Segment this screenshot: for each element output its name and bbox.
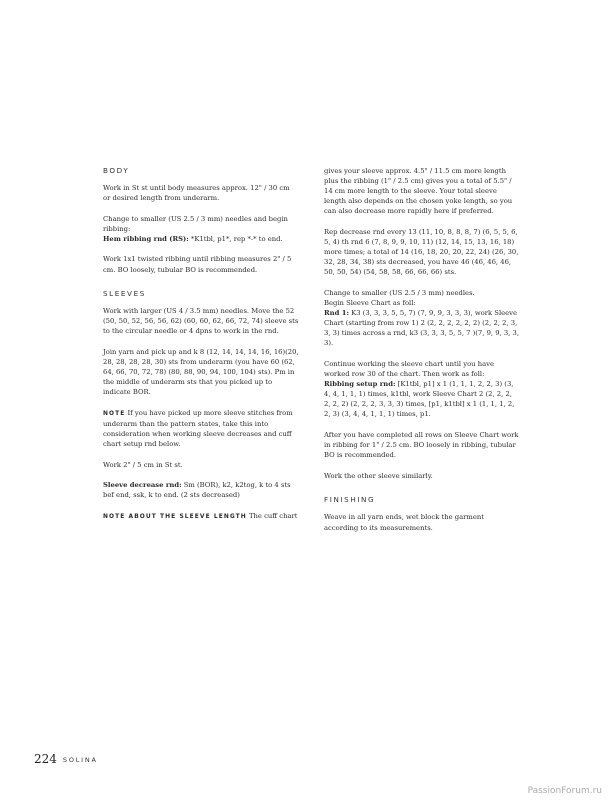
sleeves-paragraph-3: Work 2" / 5 cm in St st. [103,460,183,469]
body-paragraph-2-text: Change to smaller (US 2.5 / 3 mm) needles and begin ribbing: [103,214,288,233]
rnd1-label: Rnd 1: [324,309,349,318]
sleeve-length-note-label: NOTE ABOUT THE SLEEVE LENGTH [103,514,247,521]
begin-chart-line: Begin Sleeve Chart as foll: [324,299,416,308]
needle-change-line: Change to smaller (US 2.5 / 3 mm) needles. [324,288,475,297]
sleeve-decrease-paragraph [103,480,299,500]
ribbing-setup-text: [K1tbl, p1] x 1 (1, 1, 1, 2, 2, 3) (3, 4, 4, 1, 1, 1) times, k1tbl, work Sleeve Chart 2 (2, 2, 2, 2, 2, 2) (2, 2, 2, 3, 3, 3) times, [p1, k1tbl] x 1 (1, 1, 1, 2, 2, 3) (3, 4, 4, 1, 1, 1) times, p1. [324,380,515,419]
hem-ribbing-text: *K1tbl, p1*, rep *-* to end. [188,234,283,243]
body-paragraph-1: Work in St st until body measures approx. 12" / 30 cm or desired length from underarm. [103,184,290,203]
sleeves-heading: SLEEVES [103,289,146,299]
right-column [324,166,520,543]
sleeve-length-note-text: The cuff chart [246,512,298,521]
rnd1-text: K3 (3, 3, 3, 5, 5, 7) (7, 9, 9, 3, 3, 3), work Sleeve Chart (starting from row 1) 2 (2, 2, 2, 2, 2, 2) (2, 2, 2, 3, 3, 3) times across a rnd, k3 (3, 3, 3, 5, 5, 7 )(7, 9, 9, 3, 3, 3). [324,309,519,348]
note-text: If you have picked up more sleeve stitches from underarm than the pattern states, take this into consideration when working sleeve decreases and cuff chart setup rnd below. [103,408,293,449]
other-sleeve-paragraph: Work the other sleeve similarly. [324,471,433,480]
finishing-heading: FINISHING [324,495,376,505]
note-label: NOTE [103,410,126,417]
after-chart-paragraph: After you have completed all rows on Sleeve Chart work in ribbing for 1" / 2.5 cm. BO loosely in ribbing, tubular BO is recommended. [324,431,519,460]
ribbing-setup-label: Ribbing setup rnd: [324,380,396,389]
body-heading: BODY [103,166,130,175]
continue-chart-text: Continue working the sleeve chart until you have worked row 30 of the chart. Then work as foll: [324,360,495,379]
page-footer [34,748,98,767]
sleeves-paragraph-1: Work with larger (US 4 / 3.5 mm) needles. Move the 52 (50, 50, 52, 56, 56, 62) (60, 60, 62, 66, 72, 74) sleeve sts to the circular needle or 4 dpns to work in the rnd. [103,307,299,336]
book-title: SOLINA [62,756,98,764]
left-column [103,166,299,533]
sleeve-chart-paragraph [324,288,520,349]
note-paragraph [103,408,299,449]
body-paragraph-3: Work 1x1 twisted ribbing until ribbing measures 2" / 5 cm. BO loosely, tubular BO is recommended. [103,255,292,274]
sleeves-paragraph-2: Join yarn and pick up and k 8 (12, 14, 14, 14, 16, 16)(20, 28, 28, 28, 28, 30) sts from underarm (you have 60 (62, 64, 66, 70, 72, 78) (80, 88, 90, 94, 100, 104) sts). Pm in the middle of underarm sts that you picked up to indicate BOR. [103,347,299,397]
repeat-decrease-paragraph: Rep decrease rnd every 13 (11, 10, 8, 8, 8, 7) (6, 5, 5, 6, 5, 4) th rnd 6 (7, 8, 9, 9, 10, 11) (12, 14, 15, 13, 16, 18) more times; a total of 14 (16, 18, 20, 20, 22, 24) (26, 30, 32, 28, 34, 38) sts decreased, you have 46 (46, 46, 46, 50, 50, 54) (54, 58, 58, 66, 66, 66) sts. [324,227,519,277]
sleeve-decrease-text: Sm (BOR), k2, k2tog, k to 4 sts bef end, ssk, k to end. (2 sts decreased) [103,481,291,500]
ribbing-setup-paragraph [324,359,520,420]
watermark: PassionForum.ru [527,786,602,796]
sleeve-length-continued: gives your sleeve approx. 4.5" / 11.5 cm more length plus the ribbing (1" / 2.5 cm) gives you a total of 5.5" / 14 cm more length to the sleeve. Your total sleeve length also depends on the chosen yoke length, so you can also decrease more rapidly here if preferred. [324,167,513,216]
sleeve-length-note [103,511,299,522]
finishing-paragraph: Weave in all yarn ends, wet block the garment according to its measurements. [324,513,484,532]
body-paragraph-2 [103,214,299,244]
sleeve-decrease-label: Sleeve decrease rnd: [103,481,182,490]
page-number: 224 [34,752,57,766]
hem-ribbing-label: Hem ribbing rnd (RS): [103,234,189,243]
